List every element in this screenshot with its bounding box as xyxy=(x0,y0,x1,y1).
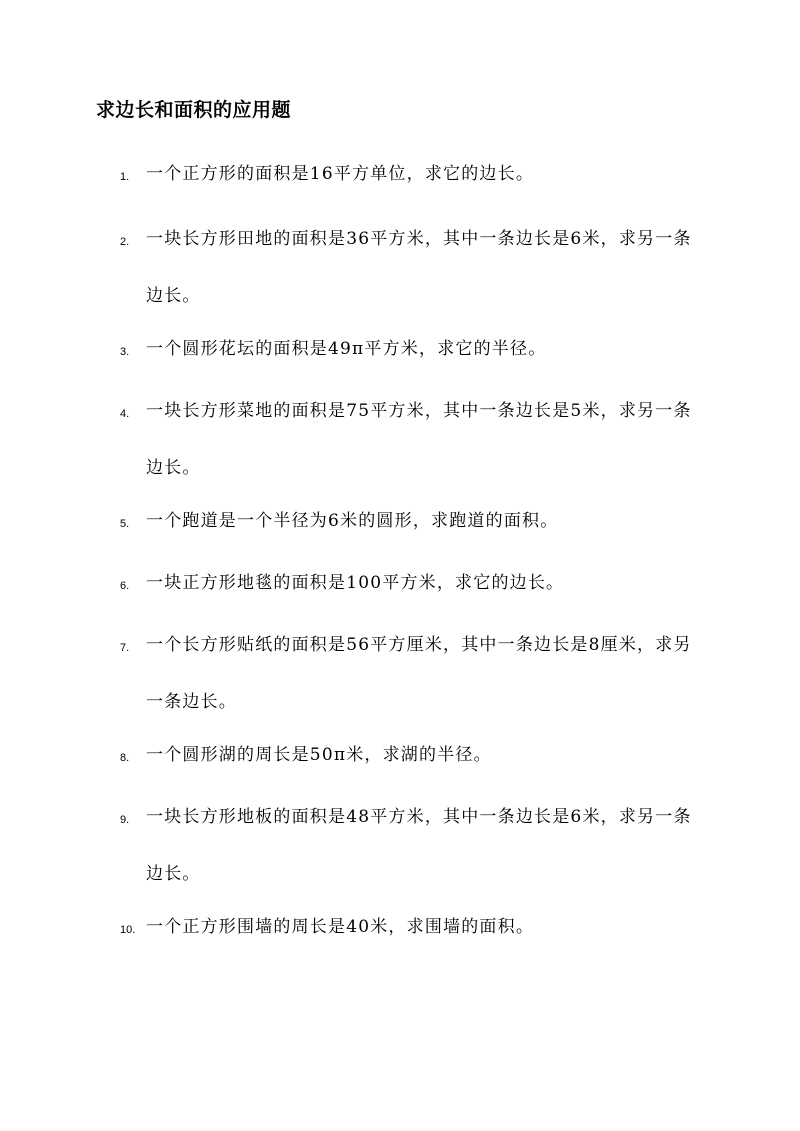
question-text: 一个圆形湖的周长是50π米，求湖的半径。 xyxy=(146,745,492,765)
question-text: 一个正方形的面积是16平方单位，求它的边长。 xyxy=(146,164,535,184)
question-text: 一块长方形田地的面积是36平方米，其中一条边长是6米，求另一条边长。 xyxy=(146,229,692,306)
question-number: 1. xyxy=(120,171,130,183)
question-number: 4. xyxy=(120,408,130,420)
question-text: 一块长方形地板的面积是48平方米，其中一条边长是6米，求另一条边长。 xyxy=(146,807,692,884)
question-number: 3. xyxy=(120,346,130,358)
question-text: 一个圆形花坛的面积是49π平方米，求它的半径。 xyxy=(146,339,547,359)
question-number: 10. xyxy=(120,924,136,936)
question-text: 一块长方形菜地的面积是75平方米，其中一条边长是5米，求另一条边长。 xyxy=(146,401,692,478)
question-number: 8. xyxy=(120,752,130,764)
question-number: 5. xyxy=(120,518,130,530)
page-title: 求边长和面积的应用题 xyxy=(96,99,292,121)
question-text: 一个跑道是一个半径为6米的圆形，求跑道的面积。 xyxy=(146,511,559,531)
question-text: 一块正方形地毯的面积是100平方米，求它的边长。 xyxy=(146,573,565,593)
question-text: 一个正方形围墙的周长是40米，求围墙的面积。 xyxy=(146,917,535,937)
question-number: 9. xyxy=(120,814,130,826)
question-text: 一个长方形贴纸的面积是56平方厘米，其中一条边长是8厘米，求另一条边长。 xyxy=(146,635,692,712)
question-number: 6. xyxy=(120,580,130,592)
question-number: 7. xyxy=(120,642,130,654)
question-number: 2. xyxy=(120,236,130,248)
